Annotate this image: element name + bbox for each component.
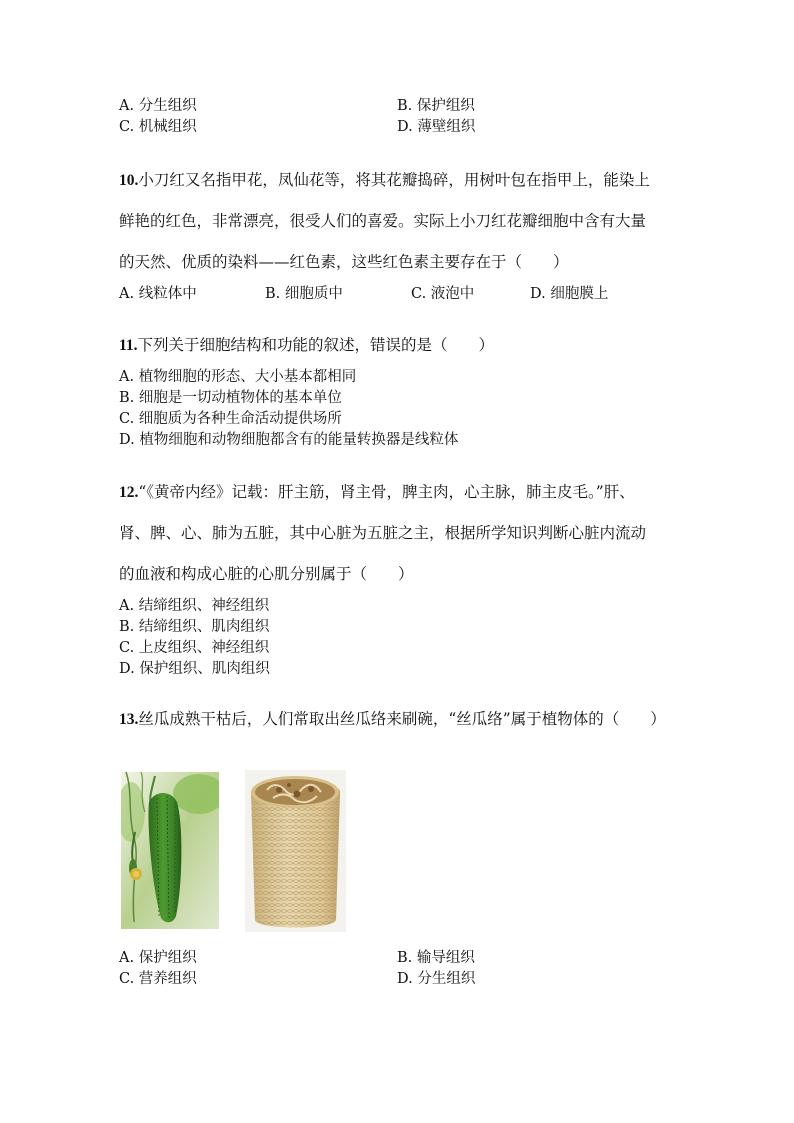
q10-option-d[interactable]: D. 细胞膜上: [530, 286, 609, 302]
q13-option-c[interactable]: C. 营养组织: [119, 971, 197, 987]
q12-line-1-text: “《黄帝内经》记载：肝主筋，肾主骨，脾主肉，心主脉，肺主皮毛。”肝、: [138, 483, 635, 501]
loofah-sponge-illustration: [245, 770, 346, 932]
q9-option-c[interactable]: C. 机械组织: [119, 119, 197, 135]
q12-stem-line-2: 肾、脾、心、肺为五脏，其中心脏为五脏之主，根据所学知识判断心脏内流动: [119, 524, 647, 542]
q12-stem-line-1: [119, 481, 635, 504]
q10-option-b[interactable]: B. 细胞质中: [265, 286, 343, 302]
q13-option-b[interactable]: B. 输导组织: [397, 950, 475, 966]
q10-line-1-text: 小刀红又名指甲花，凤仙花等，将其花瓣捣碎，用树叶包在指甲上，能染上: [138, 171, 650, 189]
q12-option-c[interactable]: C. 上皮组织、神经组织: [119, 640, 270, 656]
q12-number: 12.: [119, 484, 139, 501]
q10-stem-line-2: 鲜艳的红色，非常漂亮，很受人们的喜爱。实际上小刀红花瓣细胞中含有大量: [119, 212, 647, 230]
q10-option-c[interactable]: C. 液泡中: [411, 286, 475, 302]
q11-option-b[interactable]: B. 细胞是一切动植物体的基本单位: [119, 390, 342, 406]
q12-option-b[interactable]: B. 结缔组织、肌肉组织: [119, 619, 270, 635]
luffa-gourd-illustration: [121, 772, 219, 929]
q10-number: 10.: [119, 172, 139, 189]
q12-stem-line-3: 的血液和构成心脏的心肌分别属于（ ）: [119, 565, 414, 583]
q13-number: 13.: [119, 711, 139, 728]
q11-option-d[interactable]: D. 植物细胞和动物细胞都含有的能量转换器是线粒体: [119, 432, 459, 448]
q10-stem-line-1: [119, 169, 650, 192]
q11-option-a[interactable]: A. 植物细胞的形态、大小基本都相同: [119, 369, 357, 385]
q11-stem: [119, 334, 494, 357]
q13-option-d[interactable]: D. 分生组织: [397, 971, 476, 987]
q9-option-b[interactable]: B. 保护组织: [397, 98, 475, 114]
q13-option-a[interactable]: A. 保护组织: [119, 950, 197, 966]
q13-stem: [119, 708, 666, 731]
q12-option-a[interactable]: A. 结缔组织、神经组织: [119, 598, 270, 614]
q11-stem-text: 下列关于细胞结构和功能的叙述，错误的是（ ）: [137, 336, 495, 354]
luffa-gourd-photo: [121, 772, 219, 929]
q12-option-d[interactable]: D. 保护组织、肌肉组织: [119, 661, 270, 677]
q11-number: 11.: [119, 337, 138, 354]
loofah-sponge-photo: [245, 770, 346, 932]
q10-option-a[interactable]: A. 线粒体中: [119, 286, 197, 302]
q11-option-c[interactable]: C. 细胞质为各种生命活动提供场所: [119, 411, 342, 427]
q10-stem-line-3: 的天然、优质的染料——红色素，这些红色素主要存在于（ ）: [119, 253, 569, 271]
q9-option-d[interactable]: D. 薄壁组织: [397, 119, 476, 135]
q9-option-a[interactable]: A. 分生组织: [119, 98, 197, 114]
q13-stem-text: 丝瓜成熟干枯后，人们常取出丝瓜络来刷碗，“丝瓜络”属于植物体的（ ）: [138, 710, 666, 728]
